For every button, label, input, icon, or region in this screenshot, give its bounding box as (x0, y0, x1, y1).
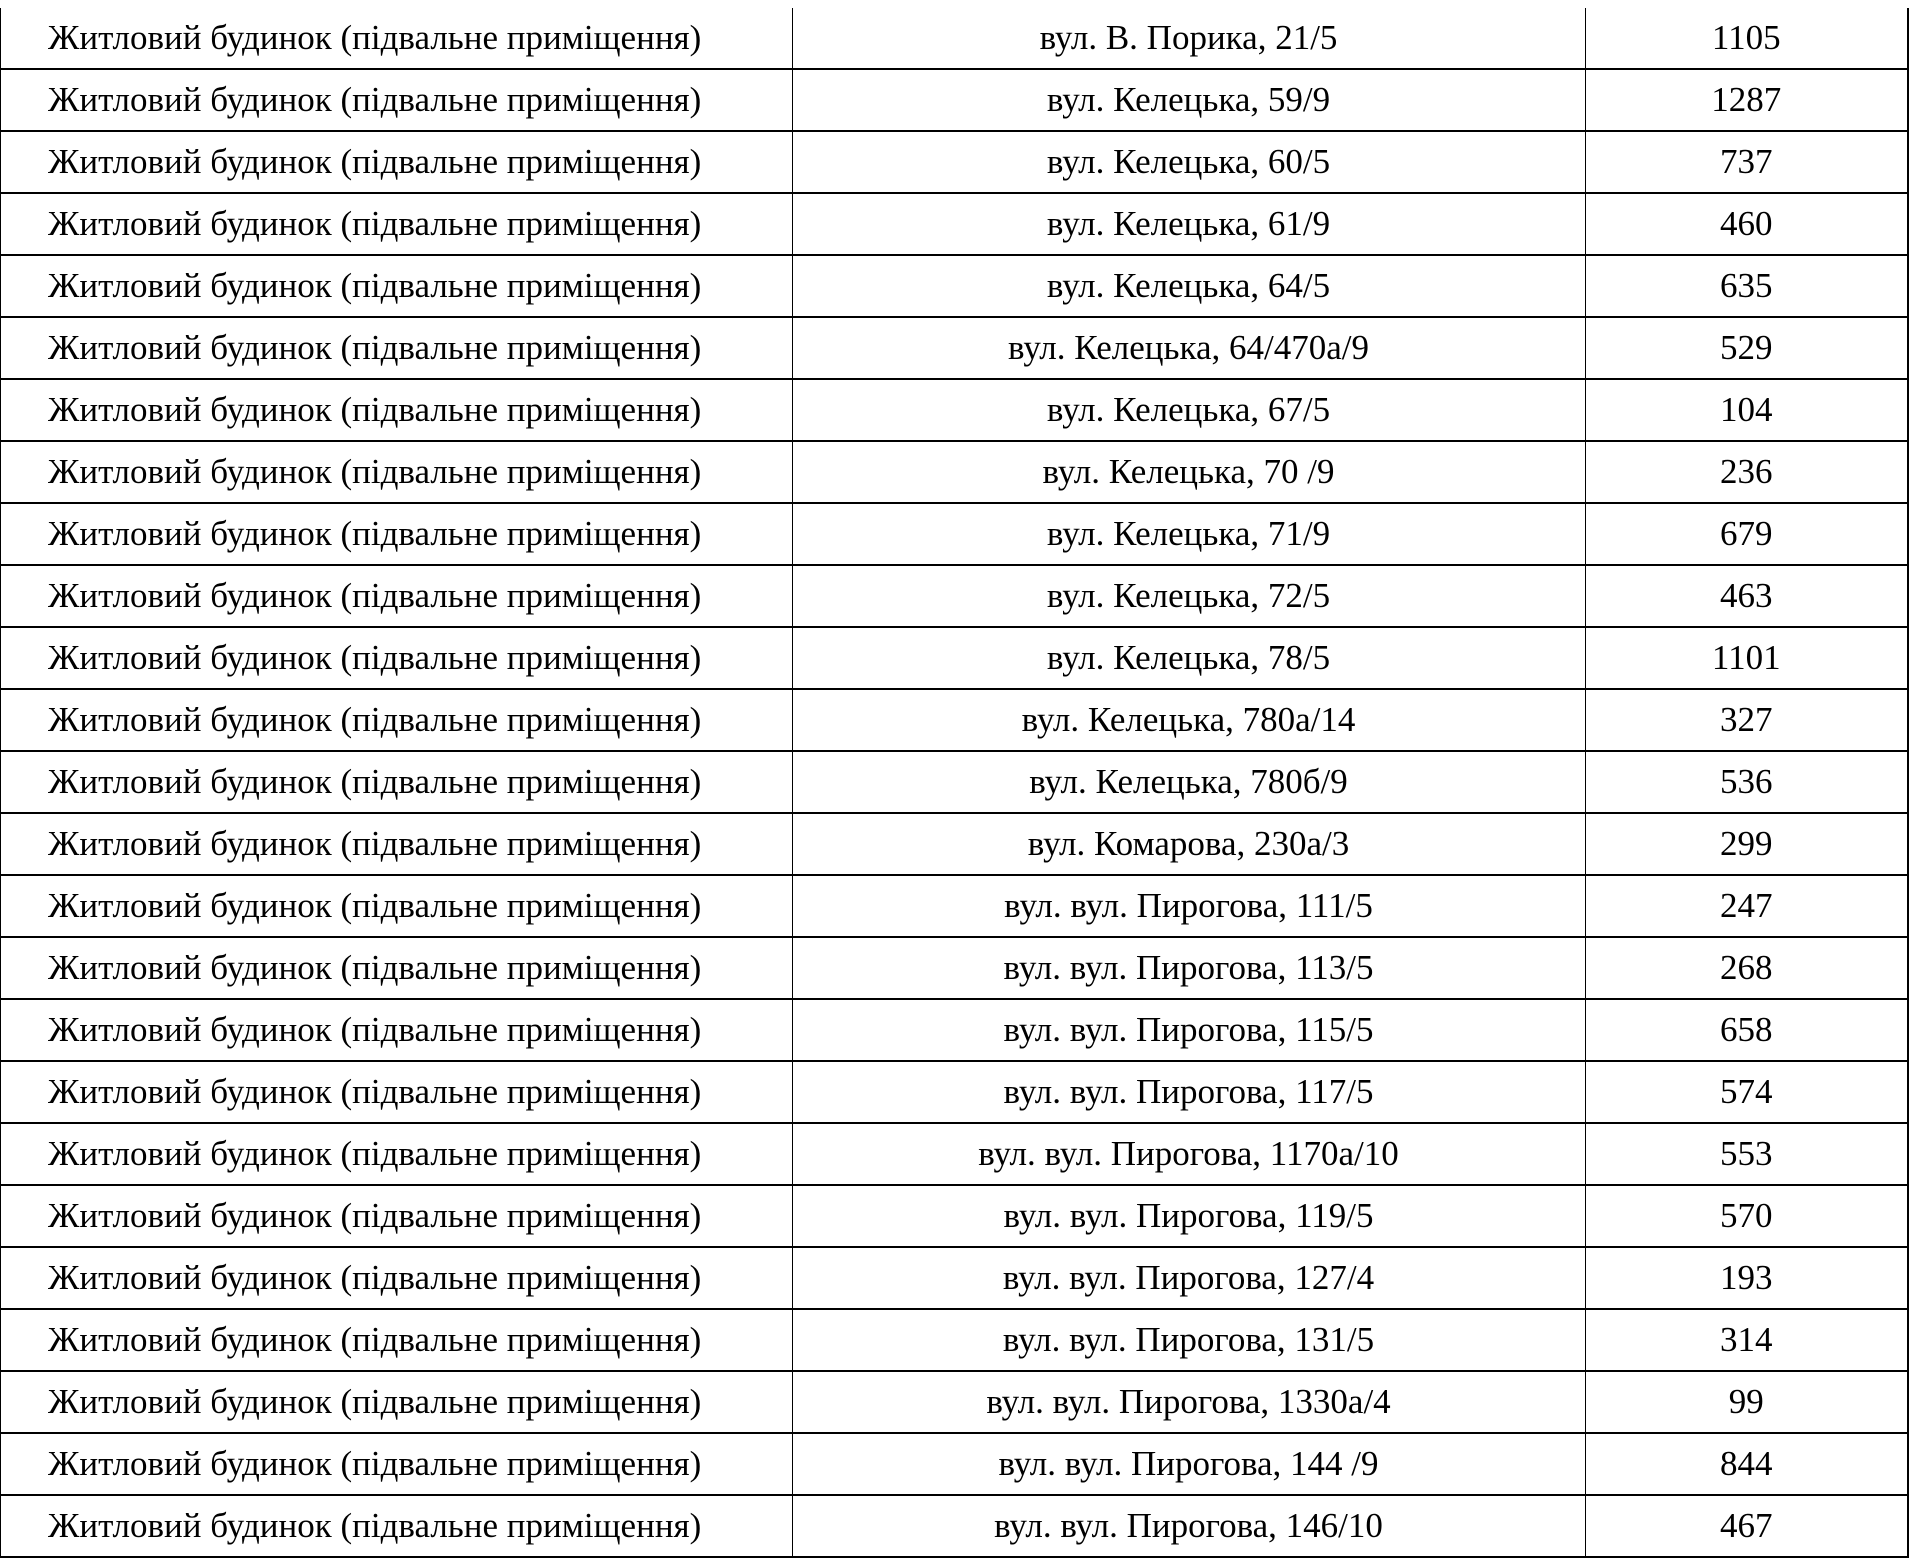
area-cell: 1105 (1585, 8, 1908, 69)
area-cell: 314 (1585, 1309, 1908, 1371)
area-cell: 299 (1585, 813, 1908, 875)
area-cell: 268 (1585, 937, 1908, 999)
address-cell: вул. Келецька, 780а/14 (792, 689, 1585, 751)
table-row (0, 503, 1908, 565)
building-type-cell: Житловий будинок (підвальне приміщення) (0, 131, 792, 193)
area-cell: 460 (1585, 193, 1908, 255)
address-cell: вул. Келецька, 70 /9 (792, 441, 1585, 503)
building-type-cell: Житловий будинок (підвальне приміщення) (0, 1247, 792, 1309)
address-cell: вул. вул. Пирогова, 146/10 (792, 1495, 1585, 1557)
building-type-cell: Житловий будинок (підвальне приміщення) (0, 1371, 792, 1433)
building-type-cell: Житловий будинок (підвальне приміщення) (0, 317, 792, 379)
table-row (0, 193, 1908, 255)
area-cell: 463 (1585, 565, 1908, 627)
table-row (0, 1247, 1908, 1309)
area-cell: 529 (1585, 317, 1908, 379)
table-row (0, 379, 1908, 441)
table-body (0, 8, 1908, 1557)
table-row (0, 1371, 1908, 1433)
table-row (0, 689, 1908, 751)
address-cell: вул. вул. Пирогова, 119/5 (792, 1185, 1585, 1247)
building-type-cell: Житловий будинок (підвальне приміщення) (0, 1433, 792, 1495)
address-cell: вул. Келецька, 67/5 (792, 379, 1585, 441)
address-cell: вул. Келецька, 780б/9 (792, 751, 1585, 813)
area-cell: 574 (1585, 1061, 1908, 1123)
area-cell: 679 (1585, 503, 1908, 565)
building-type-cell: Житловий будинок (підвальне приміщення) (0, 8, 792, 69)
table-row (0, 1123, 1908, 1185)
table-row (0, 8, 1908, 69)
area-cell: 327 (1585, 689, 1908, 751)
area-cell: 536 (1585, 751, 1908, 813)
address-cell: вул. Комарова, 230а/3 (792, 813, 1585, 875)
building-type-cell: Житловий будинок (підвальне приміщення) (0, 751, 792, 813)
area-cell: 553 (1585, 1123, 1908, 1185)
building-type-cell: Житловий будинок (підвальне приміщення) (0, 565, 792, 627)
table-row (0, 999, 1908, 1061)
table-row (0, 69, 1908, 131)
area-cell: 193 (1585, 1247, 1908, 1309)
address-cell: вул. Келецька, 60/5 (792, 131, 1585, 193)
building-type-cell: Житловий будинок (підвальне приміщення) (0, 1185, 792, 1247)
table-row (0, 565, 1908, 627)
address-cell: вул. Келецька, 59/9 (792, 69, 1585, 131)
table-row (0, 1061, 1908, 1123)
table-row (0, 751, 1908, 813)
building-type-cell: Житловий будинок (підвальне приміщення) (0, 689, 792, 751)
table-row (0, 255, 1908, 317)
address-cell: вул. вул. Пирогова, 113/5 (792, 937, 1585, 999)
address-cell: вул. вул. Пирогова, 1330а/4 (792, 1371, 1585, 1433)
area-cell: 658 (1585, 999, 1908, 1061)
area-cell: 570 (1585, 1185, 1908, 1247)
address-cell: вул. вул. Пирогова, 1170а/10 (792, 1123, 1585, 1185)
table-row (0, 1309, 1908, 1371)
area-cell: 467 (1585, 1495, 1908, 1557)
table-row (0, 813, 1908, 875)
table-row (0, 131, 1908, 193)
building-type-cell: Житловий будинок (підвальне приміщення) (0, 441, 792, 503)
address-cell: вул. В. Порика, 21/5 (792, 8, 1585, 69)
area-cell: 844 (1585, 1433, 1908, 1495)
table-row (0, 317, 1908, 379)
address-cell: вул. Келецька, 72/5 (792, 565, 1585, 627)
table-row (0, 1185, 1908, 1247)
building-type-cell: Житловий будинок (підвальне приміщення) (0, 503, 792, 565)
area-cell: 737 (1585, 131, 1908, 193)
area-cell: 104 (1585, 379, 1908, 441)
area-cell: 247 (1585, 875, 1908, 937)
building-type-cell: Житловий будинок (підвальне приміщення) (0, 255, 792, 317)
table-row (0, 627, 1908, 689)
table-row (0, 441, 1908, 503)
table-row (0, 1433, 1908, 1495)
address-cell: вул. Келецька, 64/5 (792, 255, 1585, 317)
address-cell: вул. Келецька, 61/9 (792, 193, 1585, 255)
building-type-cell: Житловий будинок (підвальне приміщення) (0, 1123, 792, 1185)
building-type-cell: Житловий будинок (підвальне приміщення) (0, 999, 792, 1061)
area-cell: 236 (1585, 441, 1908, 503)
building-type-cell: Житловий будинок (підвальне приміщення) (0, 1309, 792, 1371)
area-cell: 1287 (1585, 69, 1908, 131)
building-type-cell: Житловий будинок (підвальне приміщення) (0, 875, 792, 937)
building-type-cell: Житловий будинок (підвальне приміщення) (0, 69, 792, 131)
address-cell: вул. вул. Пирогова, 117/5 (792, 1061, 1585, 1123)
building-type-cell: Житловий будинок (підвальне приміщення) (0, 1495, 792, 1557)
table-row (0, 937, 1908, 999)
address-cell: вул. вул. Пирогова, 111/5 (792, 875, 1585, 937)
address-cell: вул. вул. Пирогова, 144 /9 (792, 1433, 1585, 1495)
address-cell: вул. Келецька, 71/9 (792, 503, 1585, 565)
building-type-cell: Житловий будинок (підвальне приміщення) (0, 937, 792, 999)
address-cell: вул. Келецька, 64/470а/9 (792, 317, 1585, 379)
table-row (0, 875, 1908, 937)
building-type-cell: Житловий будинок (підвальне приміщення) (0, 627, 792, 689)
area-cell: 635 (1585, 255, 1908, 317)
building-type-cell: Житловий будинок (підвальне приміщення) (0, 813, 792, 875)
building-type-cell: Житловий будинок (підвальне приміщення) (0, 1061, 792, 1123)
table-row (0, 1495, 1908, 1557)
address-cell: вул. Келецька, 78/5 (792, 627, 1585, 689)
area-cell: 99 (1585, 1371, 1908, 1433)
premises-table (0, 8, 1909, 1558)
building-type-cell: Житловий будинок (підвальне приміщення) (0, 193, 792, 255)
area-cell: 1101 (1585, 627, 1908, 689)
address-cell: вул. вул. Пирогова, 131/5 (792, 1309, 1585, 1371)
address-cell: вул. вул. Пирогова, 127/4 (792, 1247, 1585, 1309)
building-type-cell: Житловий будинок (підвальне приміщення) (0, 379, 792, 441)
address-cell: вул. вул. Пирогова, 115/5 (792, 999, 1585, 1061)
